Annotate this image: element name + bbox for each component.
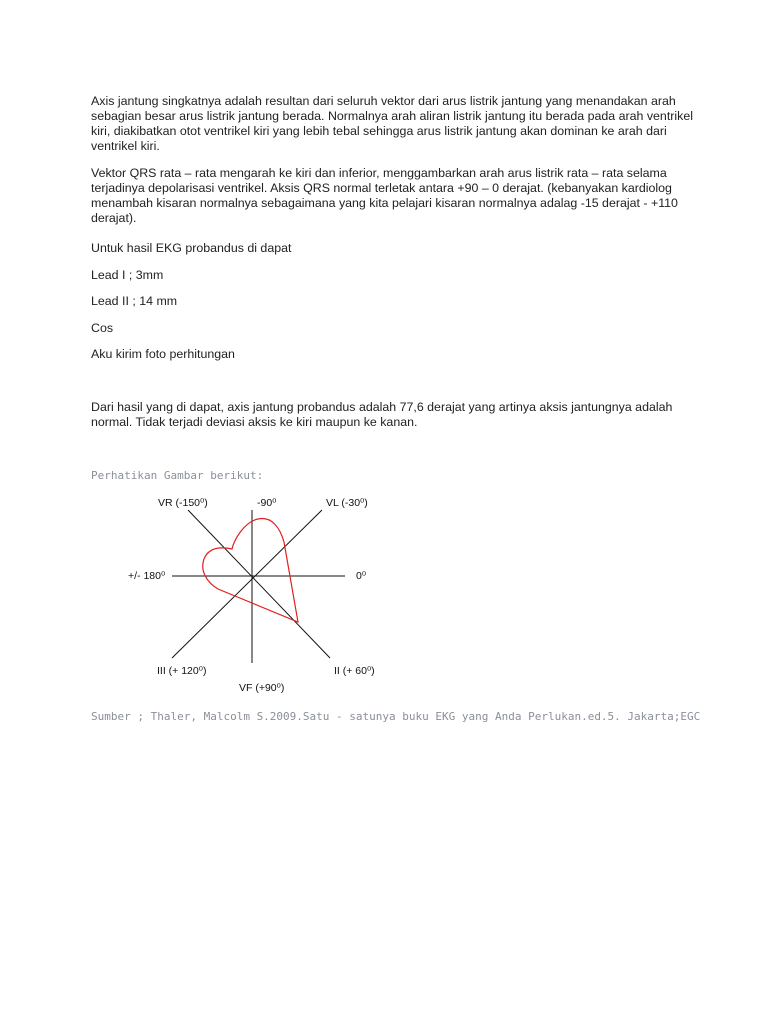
paragraph-photo-note: Aku kirim foto perhitungan (91, 347, 235, 361)
heart-shape (203, 519, 298, 622)
paragraph-axis-definition: Axis jantung singkatnya adalah resultan dari seluruh vektor dari arus listrik jantung yang menandakan arah sebagian besar arus listrik jantung berada. Normalnya arah aliran listrik jantung itu berada pada arah ventrikel kiri, diakibatkan otot ventrikel kiri yang lebih tebal sehingga arus listrik jantung akan dominan ke arah dari ventrikel kiri. (91, 94, 693, 153)
paragraph-lead-i: Lead I ; 3mm (91, 268, 164, 282)
label-vr: VR (-150⁰) (158, 497, 208, 509)
hexaxial-diagram (0, 488, 768, 748)
paragraph-cos: Cos (91, 321, 114, 335)
label-minus90: -90⁰ (257, 497, 277, 509)
label-vl: VL (-30⁰) (326, 497, 368, 509)
figure-caption: Perhatikan Gambar berikut: (91, 469, 264, 482)
source-citation: Sumber ; Thaler, Malcolm S.2009.Satu - satunya buku EKG yang Anda Perlukan.ed.5. Jakarta;EGC (91, 710, 701, 723)
paragraph-qrs-vector: Vektor QRS rata – rata mengarah ke kiri dan inferior, menggambarkan arah arus listrik rata – rata selama terjadinya depolarisasi ventrikel. Aksis QRS normal terletak antara +90 – 0 derajat. (kebanyakan kardiolog menambah kisaran normalnya sebagaimana yang kita pelajari kisaran normalnya adalag -15 derajat - +110 derajat). (91, 166, 678, 225)
paragraph-conclusion: Dari hasil yang di dapat, axis jantung probandus adalah 77,6 derajat yang artinya aksis jantungnya adalah normal. Tidak terjadi deviasi aksis ke kiri maupun ke kanan. (91, 400, 673, 429)
label-iii: III (+ 120⁰) (157, 665, 207, 677)
label-vf: VF (+90⁰) (239, 682, 285, 694)
paragraph-lead-ii: Lead II ; 14 mm (91, 294, 178, 308)
label-plus-minus-180: +/- 180⁰ (128, 570, 166, 582)
label-zero: 0⁰ (356, 570, 367, 582)
label-ii: II (+ 60⁰) (334, 665, 375, 677)
axis-vl-to-iii (172, 510, 322, 658)
paragraph-result-intro: Untuk hasil EKG probandus di dapat (91, 241, 292, 255)
axis-vr-to-ii (188, 510, 330, 658)
